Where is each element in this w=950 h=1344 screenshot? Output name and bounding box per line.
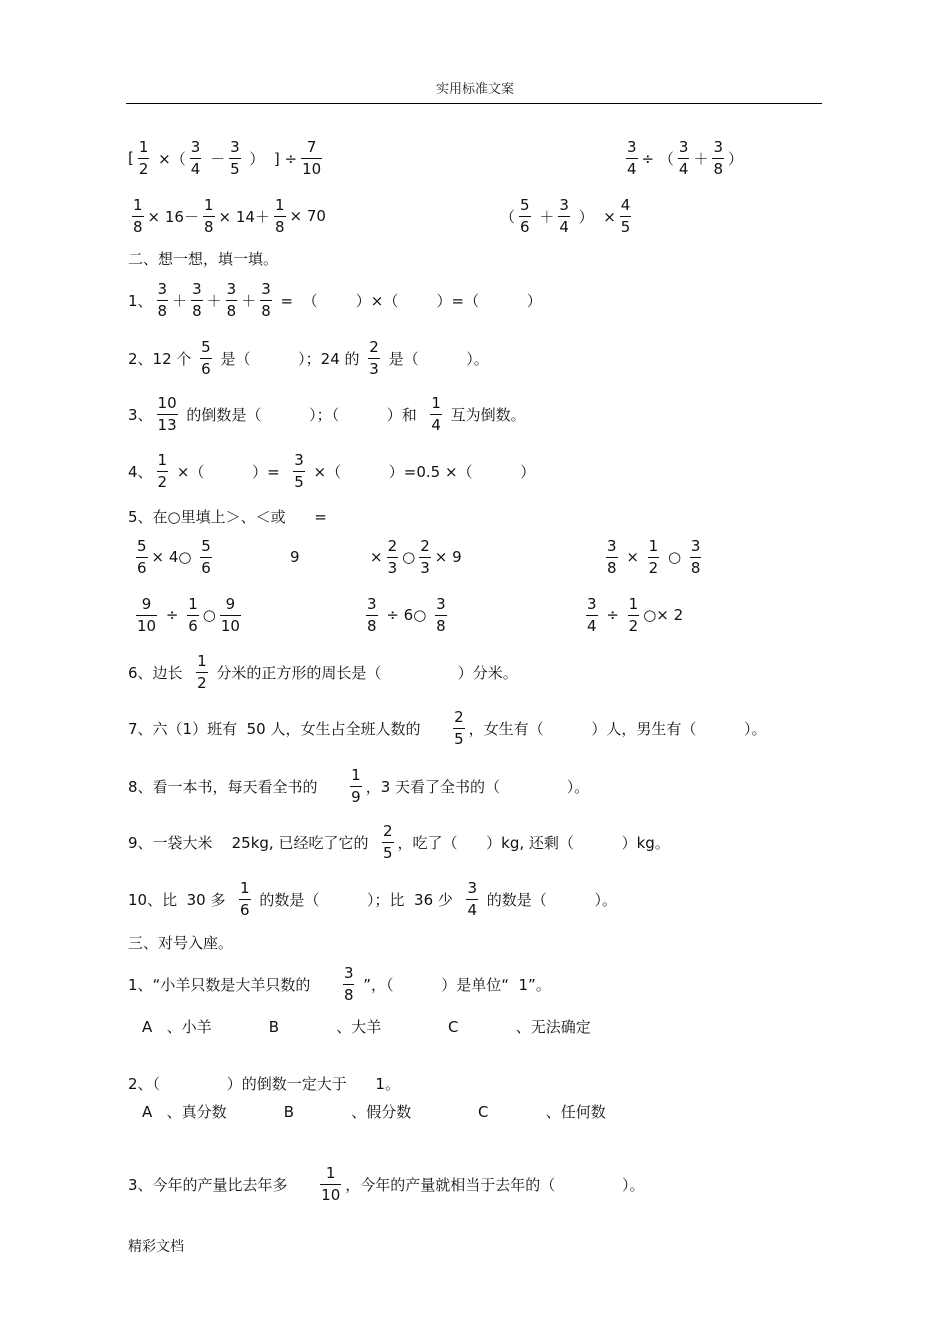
fraction: $\frac{1}{6}$ — [240, 878, 250, 919]
fraction: $\frac{5}{6}$ — [201, 536, 211, 577]
compare-2a: $\frac{9}{10}$ ÷ $\frac{1}{6}$ ○ $\frac{9}{10}$ — [137, 594, 240, 635]
fraction: $\frac{3}{4}$ — [559, 195, 569, 236]
fraction: $\frac{9}{10}$ — [137, 594, 157, 635]
fraction: $\frac{1}{2}$ — [628, 594, 639, 635]
fraction: $\frac{3}{5}$ — [294, 450, 304, 491]
compare-1d: $\frac{3}{8}$ × $\frac{1}{2}$ ○ $\frac{3}{8}$ — [607, 536, 701, 577]
calc-expr-1: [ $\frac{1}{2}$ ×（ $\frac{3}{4}$ － $\frac{3}{5}$ ） ] ÷ $\frac{7}{10}$ — [128, 137, 322, 178]
question-2-3: 3、 $\frac{10}{13}$ 的倒数是（ ）；（ ）和 $\frac{1}{4}$ 互为倒数。 — [128, 393, 526, 434]
fraction: $\frac{3}{8}$ — [343, 963, 354, 1004]
calc-expr-2: $\frac{3}{4}$ ÷ （ $\frac{3}{4}$ ＋ $\frac{3}{8}$ ） — [627, 137, 744, 178]
fraction: $\frac{1}{4}$ — [431, 393, 441, 434]
fraction: $\frac{4}{5}$ — [620, 195, 631, 236]
fraction: $\frac{1}{8}$ — [133, 195, 143, 236]
fraction: $\frac{2}{3}$ — [420, 536, 430, 577]
fraction: $\frac{3}{4}$ — [678, 137, 689, 178]
fraction: $\frac{3}{8}$ — [192, 279, 202, 320]
fraction: $\frac{3}{8}$ — [607, 536, 617, 577]
fraction: $\frac{2}{5}$ — [454, 707, 464, 748]
fraction: $\frac{1}{10}$ — [321, 1163, 341, 1204]
fraction: $\frac{3}{4}$ — [627, 137, 637, 178]
fraction: $\frac{3}{8}$ — [690, 536, 701, 577]
compare-1b: 9 — [290, 548, 300, 566]
fraction: $\frac{1}{6}$ — [188, 594, 198, 635]
question-3-1-options: A 、小羊 B 、大羊 C 、无法确定 — [142, 1017, 591, 1036]
fraction: $\frac{9}{10}$ — [220, 594, 240, 635]
question-3-3: 3、今年的产量比去年多 $\frac{1}{10}$ ，今年的产量就相当于去年的（ ）。 — [128, 1163, 645, 1204]
fraction: $\frac{3}{4}$ — [467, 878, 477, 919]
question-2-7: 7、六（1）班有 50 人，女生占全班人数的 $\frac{2}{5}$ ，女生有（ ）人，男生有（ ）。 — [128, 707, 767, 748]
fraction: $\frac{5}{6}$ — [201, 337, 211, 378]
fraction: $\frac{1}{2}$ — [138, 137, 149, 178]
question-2-5-title: 5、在○里填上＞、＜或 = — [128, 507, 327, 526]
fraction: $\frac{7}{10}$ — [302, 137, 322, 178]
fraction: $\frac{5}{6}$ — [520, 195, 530, 236]
question-2-9: 9、一袋大米 25kg, 已经吃了它的 $\frac{2}{5}$ ，吃了（ ）kg, 还剩（ ）kg。 — [128, 821, 670, 862]
header-rule — [126, 103, 822, 104]
fraction: $\frac{2}{5}$ — [382, 821, 393, 862]
question-3-2-options: A 、真分数 B 、假分数 C 、任何数 — [142, 1102, 606, 1121]
fraction: $\frac{3}{8}$ — [367, 594, 377, 635]
compare-1c: × $\frac{2}{3}$ ○ $\frac{2}{3}$ × 9 — [370, 536, 462, 577]
section-3-title: 三、对号入座。 — [128, 933, 234, 952]
fraction: $\frac{3}{5}$ — [230, 137, 240, 178]
fraction: $\frac{1}{2}$ — [648, 536, 659, 577]
section-2-title: 二、想一想，填一填。 — [128, 249, 279, 268]
fraction: $\frac{1}{8}$ — [274, 195, 285, 236]
fraction: $\frac{1}{2}$ — [197, 651, 207, 692]
calc-expr-3: $\frac{1}{8}$ × 16－ $\frac{1}{8}$ × 14＋ $\frac{1}{8}$ × 70 — [133, 195, 326, 236]
fraction: $\frac{3}{8}$ — [436, 594, 446, 635]
fraction: $\frac{3}{8}$ — [157, 279, 168, 320]
page-header: 实用标准文案 — [435, 82, 514, 97]
question-2-10: 10、比 30 多 $\frac{1}{6}$ 的数是（ ）；比 36 少 $\frac{3}{4}$ 的数是（ ）。 — [128, 878, 617, 919]
fraction: $\frac{1}{8}$ — [203, 195, 214, 236]
calc-expr-4: （ $\frac{5}{6}$ ＋ $\frac{3}{4}$ ） × $\frac{4}{5}$ — [500, 195, 631, 236]
page-footer: 精彩文档 — [128, 1239, 184, 1255]
fraction: $\frac{3}{8}$ — [261, 279, 271, 320]
fraction: $\frac{5}{6}$ — [137, 536, 147, 577]
fraction: $\frac{10}{13}$ — [157, 393, 177, 434]
question-3-2: 2、（ ）的倒数一定大于 1。 — [128, 1074, 400, 1093]
fraction: $\frac{1}{9}$ — [351, 765, 361, 806]
question-3-1: 1、“小羊只数是大羊只数的 $\frac{3}{8}$ ”，（ ）是单位“ 1”。 — [128, 963, 551, 1004]
fraction: $\frac{1}{2}$ — [157, 450, 168, 491]
fraction: $\frac{2}{3}$ — [387, 536, 398, 577]
question-2-1: 1、 $\frac{3}{8}$ ＋ $\frac{3}{8}$ ＋ $\frac{3}{8}$ ＋ $\frac{3}{8}$ = （ ）×（ ）=（ ） — [128, 279, 542, 320]
question-2-4: 4、 $\frac{1}{2}$ ×（ ）= $\frac{3}{5}$ ×（ ）=0.5 ×（ ） — [128, 450, 536, 491]
compare-2b: $\frac{3}{8}$ ÷ 6○ $\frac{3}{8}$ — [367, 594, 446, 635]
fraction: $\frac{2}{3}$ — [369, 337, 379, 378]
fraction: $\frac{3}{8}$ — [713, 137, 723, 178]
fraction: $\frac{3}{4}$ — [190, 137, 201, 178]
fraction: $\frac{3}{8}$ — [226, 279, 237, 320]
compare-1a: $\frac{5}{6}$ × 4○ $\frac{5}{6}$ — [137, 536, 211, 577]
fraction: $\frac{3}{4}$ — [587, 594, 597, 635]
compare-2c: $\frac{3}{4}$ ÷ $\frac{1}{2}$ ○× 2 — [587, 594, 684, 635]
question-2-2: 2、12 个 $\frac{5}{6}$ 是（ ）；24 的 $\frac{2}{3}$ 是（ ）。 — [128, 337, 489, 378]
question-2-6: 6、边长 $\frac{1}{2}$ 分米的正方形的周长是（ ）分米。 — [128, 651, 518, 692]
question-2-8: 8、看一本书，每天看全书的 $\frac{1}{9}$ ，3 天看了全书的（ ）。 — [128, 765, 590, 806]
